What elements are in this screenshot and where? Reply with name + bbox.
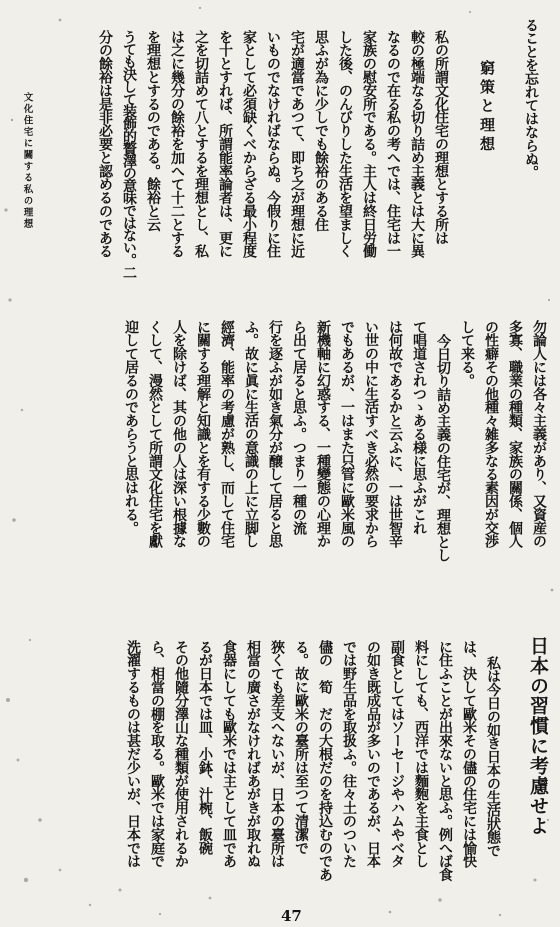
text-column: なるので在る私の考へでは、住宅は一 [385,30,401,258]
text-column: 迎して居るのであらうと思はれる。 [123,320,139,535]
text-column: い世の中に生活すべき必然の要求から [363,320,379,548]
text-column: 狹くても差支へないが、日本の臺所は [269,640,285,868]
text-column: 洗濯するものは甚だ少いが、日本では [125,640,141,868]
text-column: るが日本では皿、小鉢、汁椀、飯碗 [197,640,213,855]
text-column: 思ふが為に少しでも餘裕のある住 [313,30,329,232]
section-heading: 窮策と理想 [478,60,496,155]
text-column: では野生品を取扱ふ。往々土のついた [341,640,357,868]
text-column: 私の所謂文化住宅の理想とする所は [433,30,449,245]
text-column: 宅が適當であつて、即ち之が理想に近 [289,30,305,258]
text-column: その他隨分澤山な種類が使用されるか [173,640,189,868]
text-column: て唱道されつゝある様に思ふがこれ [411,320,427,535]
text-column: る。故に歐米の臺所は至つて清潔で [293,640,309,855]
text-column: した後、のんびりした生活を望ましく [337,30,353,258]
text-column: 較の極端なる切り詰め主義とは大に異 [409,30,425,258]
text-column: 食器にしても歐米では主として皿であ [221,640,237,868]
text-column: の性癖その他種々雑多なる素因が交渉 [483,320,499,548]
text-column: 行を逐ふが如き氣分が醸して居ると思 [267,320,283,548]
text-column: 多寡、職業の種類、家族の關係、個人 [507,320,523,548]
text-column: 料にしても、西洋では麵麭を主食とし [413,640,429,868]
text-column: くして、漫然として所謂文化住宅を獻 [147,320,163,548]
text-column: ふ。故に眞に生活の意識の上に立脚し [243,320,259,548]
text-column: して来る。 [459,320,475,388]
section-heading: 日本の習慣に考慮せよ [527,636,549,836]
text-column: でもあるが、一はまた只管に歐米風の [339,320,355,548]
text-column: 新機軸に幻惑する、一種變態の心理か [315,320,331,548]
text-column: 分の餘裕は是非必要と認めるのである [97,30,113,258]
text-column: いものでなければならぬ。今假りに住 [265,30,281,258]
text-column: 儘の 筍 だの大根だのを持込むのであ [317,640,333,882]
text-column: ら出て居ると思ふ。つまり一種の流 [291,320,307,535]
text-column: を理想とするのである。餘裕と云 [145,30,161,232]
running-head: 文化住宅に關する私の理想 [21,92,33,230]
text-column: 私は今日の如き日本の生活狀態で [485,656,501,858]
text-column: の如き既成品が多いのであるが、日本 [365,640,381,868]
text-column: 副食としてはソーセージやハムやベタ [389,640,405,868]
text-column: 今日切り詰め主義の住宅が、理想とし [435,334,451,562]
text-column: に住ふことが出來ないと思ふ。例へば食 [437,640,453,882]
text-column: 家として必須缺くべからざる最小程度 [241,30,257,258]
text-column: うても決して装飾的贅澤の意味ではない。二 [121,30,137,279]
text-column: 家族の慰安所である。主人は終日労働 [361,30,377,258]
text-column: は、決して歐米その儘の住宅には愉快 [461,640,477,868]
text-column: ら、相當の棚を取る。歐米では家庭で [149,640,165,868]
text-column: は何故であるかと云ふに、一は世智辛 [387,320,403,548]
text-column: を十とすれば、所謂能率論者は、更に [217,30,233,258]
page-number: 47 [281,907,302,925]
text-column: は之に幾分の餘裕を加へて十二とする [169,30,185,258]
text-column: 相當の廣さがなければあがきが取れぬ [245,640,261,868]
text-column: 經濟、能率の考慮が熟し、而して住宅 [219,320,235,548]
text-column: ることを忘れてはならぬ。 [523,18,539,179]
text-column: 人を除けば、其の他の人は深い根據な [171,320,187,548]
text-column: に關する理解と知識とを有する少數の [195,320,211,548]
text-column: 之を切詰めて八とするを理想とし、私 [193,30,209,258]
text-column: 勿論人には各々主義があり、又資産の [531,320,547,548]
